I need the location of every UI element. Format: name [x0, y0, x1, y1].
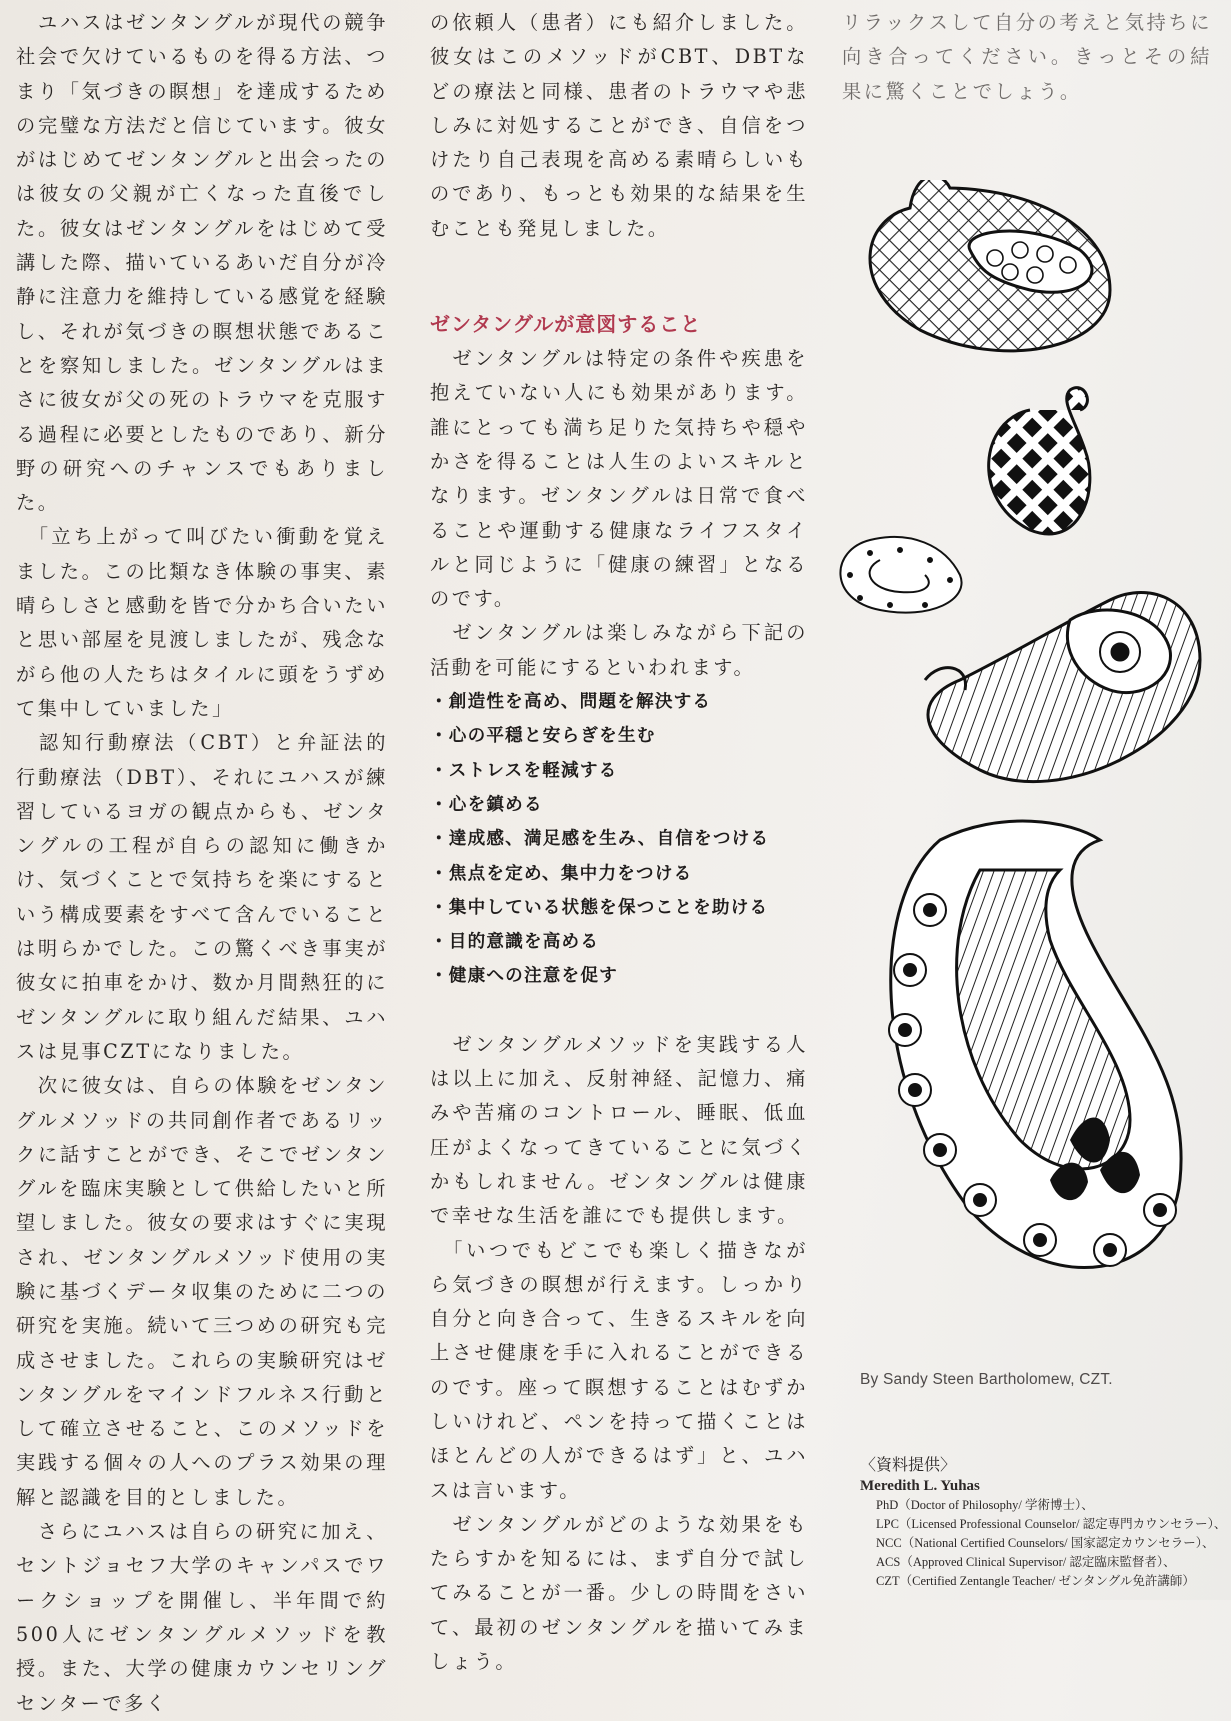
- paisley-1: [870, 180, 1110, 351]
- list-item: ・ 集中している状態を保つことを助ける: [430, 891, 808, 925]
- paragraph: ゼンタングルメソッドを実践する人は以上に加え、反射神経、記憶力、痛みや苦痛のコントロール、睡眠、低血圧がよくなってきていることに気づくかもしれません。ゼンタングルは健康で幸せな生活を誰にでも提供します。: [430, 1032, 808, 1228]
- paisley-3: [840, 537, 961, 613]
- paragraph: ユハスはゼンタングルが現代の競争社会で欠けているものを得る方法、つまり「気づきの瞑想」を達成するための完璧な方法だと信じています。彼女がはじめてゼンタングルと出会ったのは彼女の父親が亡くなった直後でした。彼女はゼンタングルをはじめて受講した際、描いているあいだ自分が冷静に注意力を維持している感覚を経験し、それが気づきの瞑想状態であることを察知しました。ゼンタングルはまさに彼女が父の死のトラウマを克服する過程に必要としたものであり、新分野の研究へのチャンスでもありました。: [16, 11, 388, 515]
- source-info: [860, 1456, 1228, 1591]
- list-item: ・ 目的意識を高める: [430, 925, 808, 959]
- column-left: [16, 6, 388, 1721]
- paisley-2: [989, 388, 1090, 534]
- paragraph: 次に彼女は、自らの体験をゼンタングルメソッドの共同創作者であるリックに話すことができ、そこでゼンタングルを臨床実験として供給したいと所望しました。彼女の要求はすぐに実現され、ゼンタングルメソッド使用の実験に基づくデータ収集のために二つの研究を実施。続いて三つめの研究も完成させました。これらの実験研究はゼンタングルをマインドフルネス行動として確立させること、このメソッドを実践する個々の人へのプラス効果の理解と認識を目的としました。: [16, 1074, 388, 1509]
- paragraph: ゼンタングルは特定の条件や疾患を抱えていない人にも効果があります。誰にとっても満ち足りた気持ちや穏やかさを得ることは人生のよいスキルとなります。ゼンタングルは日常で食べることや運動する健康なライフスタイルと同じように「健康の練習」となるのです。: [430, 347, 808, 611]
- source-name: Meredith L. Yuhas: [860, 1478, 980, 1494]
- paragraph: 「いつでもどこでも楽しく描きながら気づきの瞑想が行えます。しっかり自分と向き合って、生きるスキルを向上させ健康を手に入れることができるのです。座って瞑想することはむずかしいけれど、ペンを持って描くことはほとんどの人ができるはず」と、ユハスは言います。: [430, 1238, 808, 1502]
- credential-line: PhD（Doctor of Philosophy/ 学術博士）、: [876, 1498, 1094, 1512]
- list-item: ・ 心の平穏と安らぎを生む: [430, 719, 808, 753]
- section-heading: ゼンタングルが意図すること: [430, 312, 702, 337]
- credential-line: ACS（Approved Clinical Supervisor/ 認定臨床監督者）、: [876, 1555, 1176, 1569]
- source-label: 〈資料提供〉: [860, 1457, 957, 1474]
- list-item: ・ 焦点を定め、集中力をつける: [430, 857, 808, 891]
- paisley-5: [889, 821, 1181, 1267]
- paragraph: ゼンタングルは楽しみながら下記の活動を可能にするといわれます。: [430, 621, 808, 679]
- credential-line: CZT（Certified Zentangle Teacher/ ゼンタングル免許講師）: [876, 1574, 1195, 1588]
- zentangle-paisley-illustration: [830, 180, 1230, 1330]
- benefits-list: [430, 685, 808, 994]
- list-item: ・ 心を鎮める: [430, 788, 808, 822]
- credential-line: NCC（National Certified Counselors/ 国家認定カウンセラー）、: [876, 1536, 1215, 1550]
- list-item: ・ 健康への注意を促す: [430, 959, 808, 993]
- paragraph: さらにユハスは自らの研究に加え、セントジョセフ大学のキャンパスでワークショップを開催し、半年間で約500人にゼンタングルメソッドを教授。また、大学の健康カウンセリングセンターで多く: [16, 1520, 388, 1715]
- paisley-4: [925, 593, 1200, 782]
- column-middle: [430, 6, 808, 1679]
- list-item: ・ ストレスを軽減する: [430, 754, 808, 788]
- paragraph: ゼンタングルがどのような効果をもたらすかを知るには、まず自分で試してみることが一番。少しの時間をさいて、最初のゼンタングルを描いてみましょう。: [430, 1512, 808, 1674]
- paragraph: 認知行動療法（CBT）と弁証法的行動療法（DBT）、それにユハスが練習しているヨガの観点からも、ゼンタングルの工程が自らの認知に働きかけ、気づくことで気持ちを楽にするという構成要素をすべて含んでいることは明らかでした。この驚くべき事実が彼女に拍車をかけ、数か月間熱狂的にゼンタングルに取り組んだ結果、ユハスは見事CZTになりました。: [16, 731, 388, 1063]
- column-right: [842, 6, 1212, 109]
- credential-line: LPC（Licensed Professional Counselor/ 認定専門カウンセラー）、: [876, 1517, 1227, 1531]
- list-item: ・ 創造性を高め、問題を解決する: [430, 685, 808, 719]
- paragraph: の依頼人（患者）にも紹介しました。彼女はこのメソッドがCBT、DBTなどの療法と同様、患者のトラウマや悲しみに対処することができ、自信をつけたり自己表現を高める素晴らしいものであり、もっとも効果的な結果を生むことも発見しました。: [430, 11, 808, 240]
- paragraph: 「立ち上がって叫びたい衝動を覚えました。この比類なき体験の事実、素晴らしさと感動を皆で分かち合いたいと思い部屋を見渡しましたが、残念ながら他の人たちはタイルに頭をうずめて集中していました」: [16, 525, 388, 720]
- paragraph: リラックスして自分の考えと気持ちに向き合ってください。きっとその結果に驚くことでしょう。: [842, 11, 1212, 103]
- list-item: ・ 達成感、満足感を生み、自信をつける: [430, 822, 808, 856]
- illustration-credit: By Sandy Steen Bartholomew, CZT.: [860, 1371, 1113, 1388]
